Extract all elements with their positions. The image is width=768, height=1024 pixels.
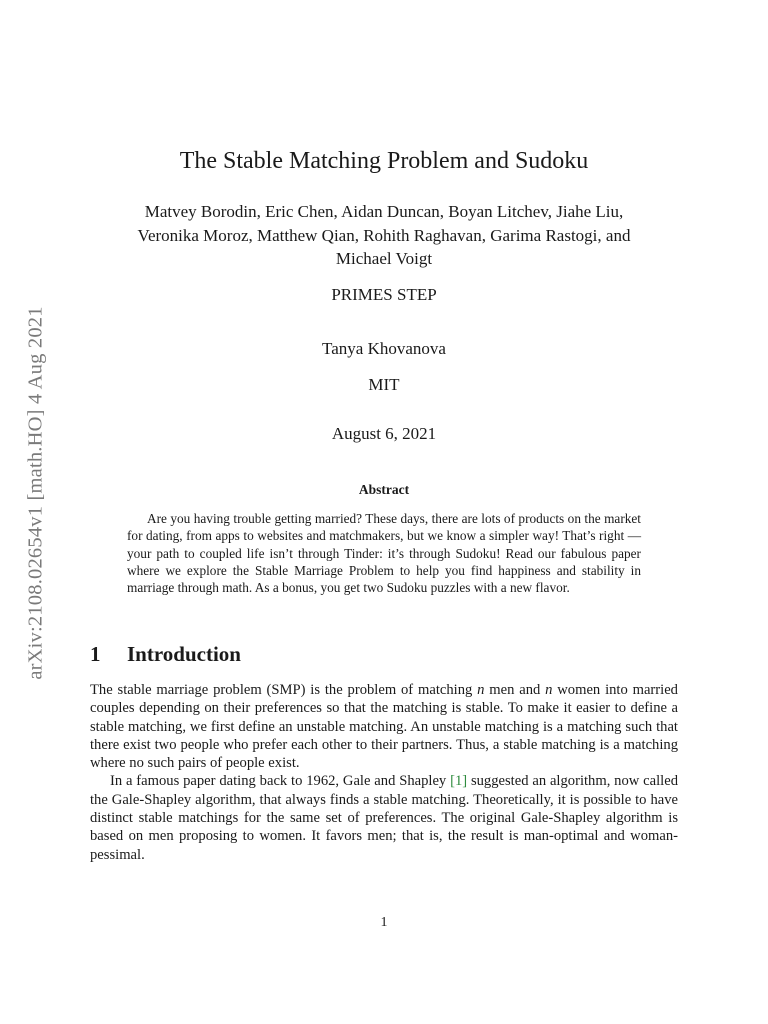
paper-title: The Stable Matching Problem and Sudoku bbox=[179, 148, 589, 174]
paper-date: August 6, 2021 bbox=[331, 424, 437, 443]
author-line: Matvey Borodin, Eric Chen, Aidan Duncan, Boyan Litchev, Jiahe Liu, bbox=[144, 202, 624, 221]
paragraph bbox=[90, 681, 678, 772]
math-variable: n bbox=[545, 682, 553, 698]
arxiv-identifier: arXiv:2108.02654v1 [math.HO] 4 Aug 2021 bbox=[24, 306, 47, 680]
math-variable: n bbox=[477, 682, 485, 698]
text-run: suggested an algorithm, now called the Gale-Shapley algorithm, that always finds a stable matching. Theoretically, it is possible to have distinct stable matchings for the same set of preferences. The original Gale-Shapley algorithm is based on men proposing to women. It favors men; that is, the result is man-optimal and woman-pessimal. bbox=[90, 773, 678, 863]
text-run: men and bbox=[484, 682, 546, 698]
text-run: women into married couples depending on their preferences so that the matching is stable. To make it easier to define a stable matching, we first define an unstable matching. An unstable matching is a matching such that there exist two people who prefer each other to their partners. Thus, a stable matching is a matching where no such pairs of people exist. bbox=[90, 682, 678, 772]
page-number: 1 bbox=[380, 915, 388, 930]
section-title: Introduction bbox=[127, 642, 241, 666]
section-heading bbox=[90, 641, 678, 667]
text-run: In a famous paper dating back to 1962, Gale and Shapley bbox=[110, 773, 451, 790]
text-run: The stable marriage problem (SMP) is the problem of matching bbox=[90, 682, 478, 698]
paragraph bbox=[90, 772, 678, 863]
author-list bbox=[90, 200, 678, 271]
author-line: Michael Voigt bbox=[335, 249, 433, 268]
author-line: Veronika Moroz, Matthew Qian, Rohith Raghavan, Garima Rastogi, and bbox=[137, 225, 631, 245]
abstract-heading: Abstract bbox=[358, 482, 410, 497]
abstract-text: Are you having trouble getting married? These days, there are lots of products on the market for dating, from apps to websites and matchmakers, but we know a simpler way! That’s right — your path to coupled life isn’t through Tinder: it’s through Sudoku! Read our fabulous paper where we explore the Stable Marriage Problem to help you find happiness and stability in marriage through math. As a bonus, you get two Sudoku puzzles with a new flavor. bbox=[127, 511, 641, 596]
mentor-name: Tanya Khovanova bbox=[322, 339, 446, 358]
section-body bbox=[90, 681, 678, 864]
affiliation: PRIMES STEP bbox=[331, 285, 437, 304]
citation-link[interactable]: [1] bbox=[450, 773, 468, 790]
section-number: 1 bbox=[90, 642, 101, 666]
mentor-affiliation: MIT bbox=[368, 375, 400, 394]
